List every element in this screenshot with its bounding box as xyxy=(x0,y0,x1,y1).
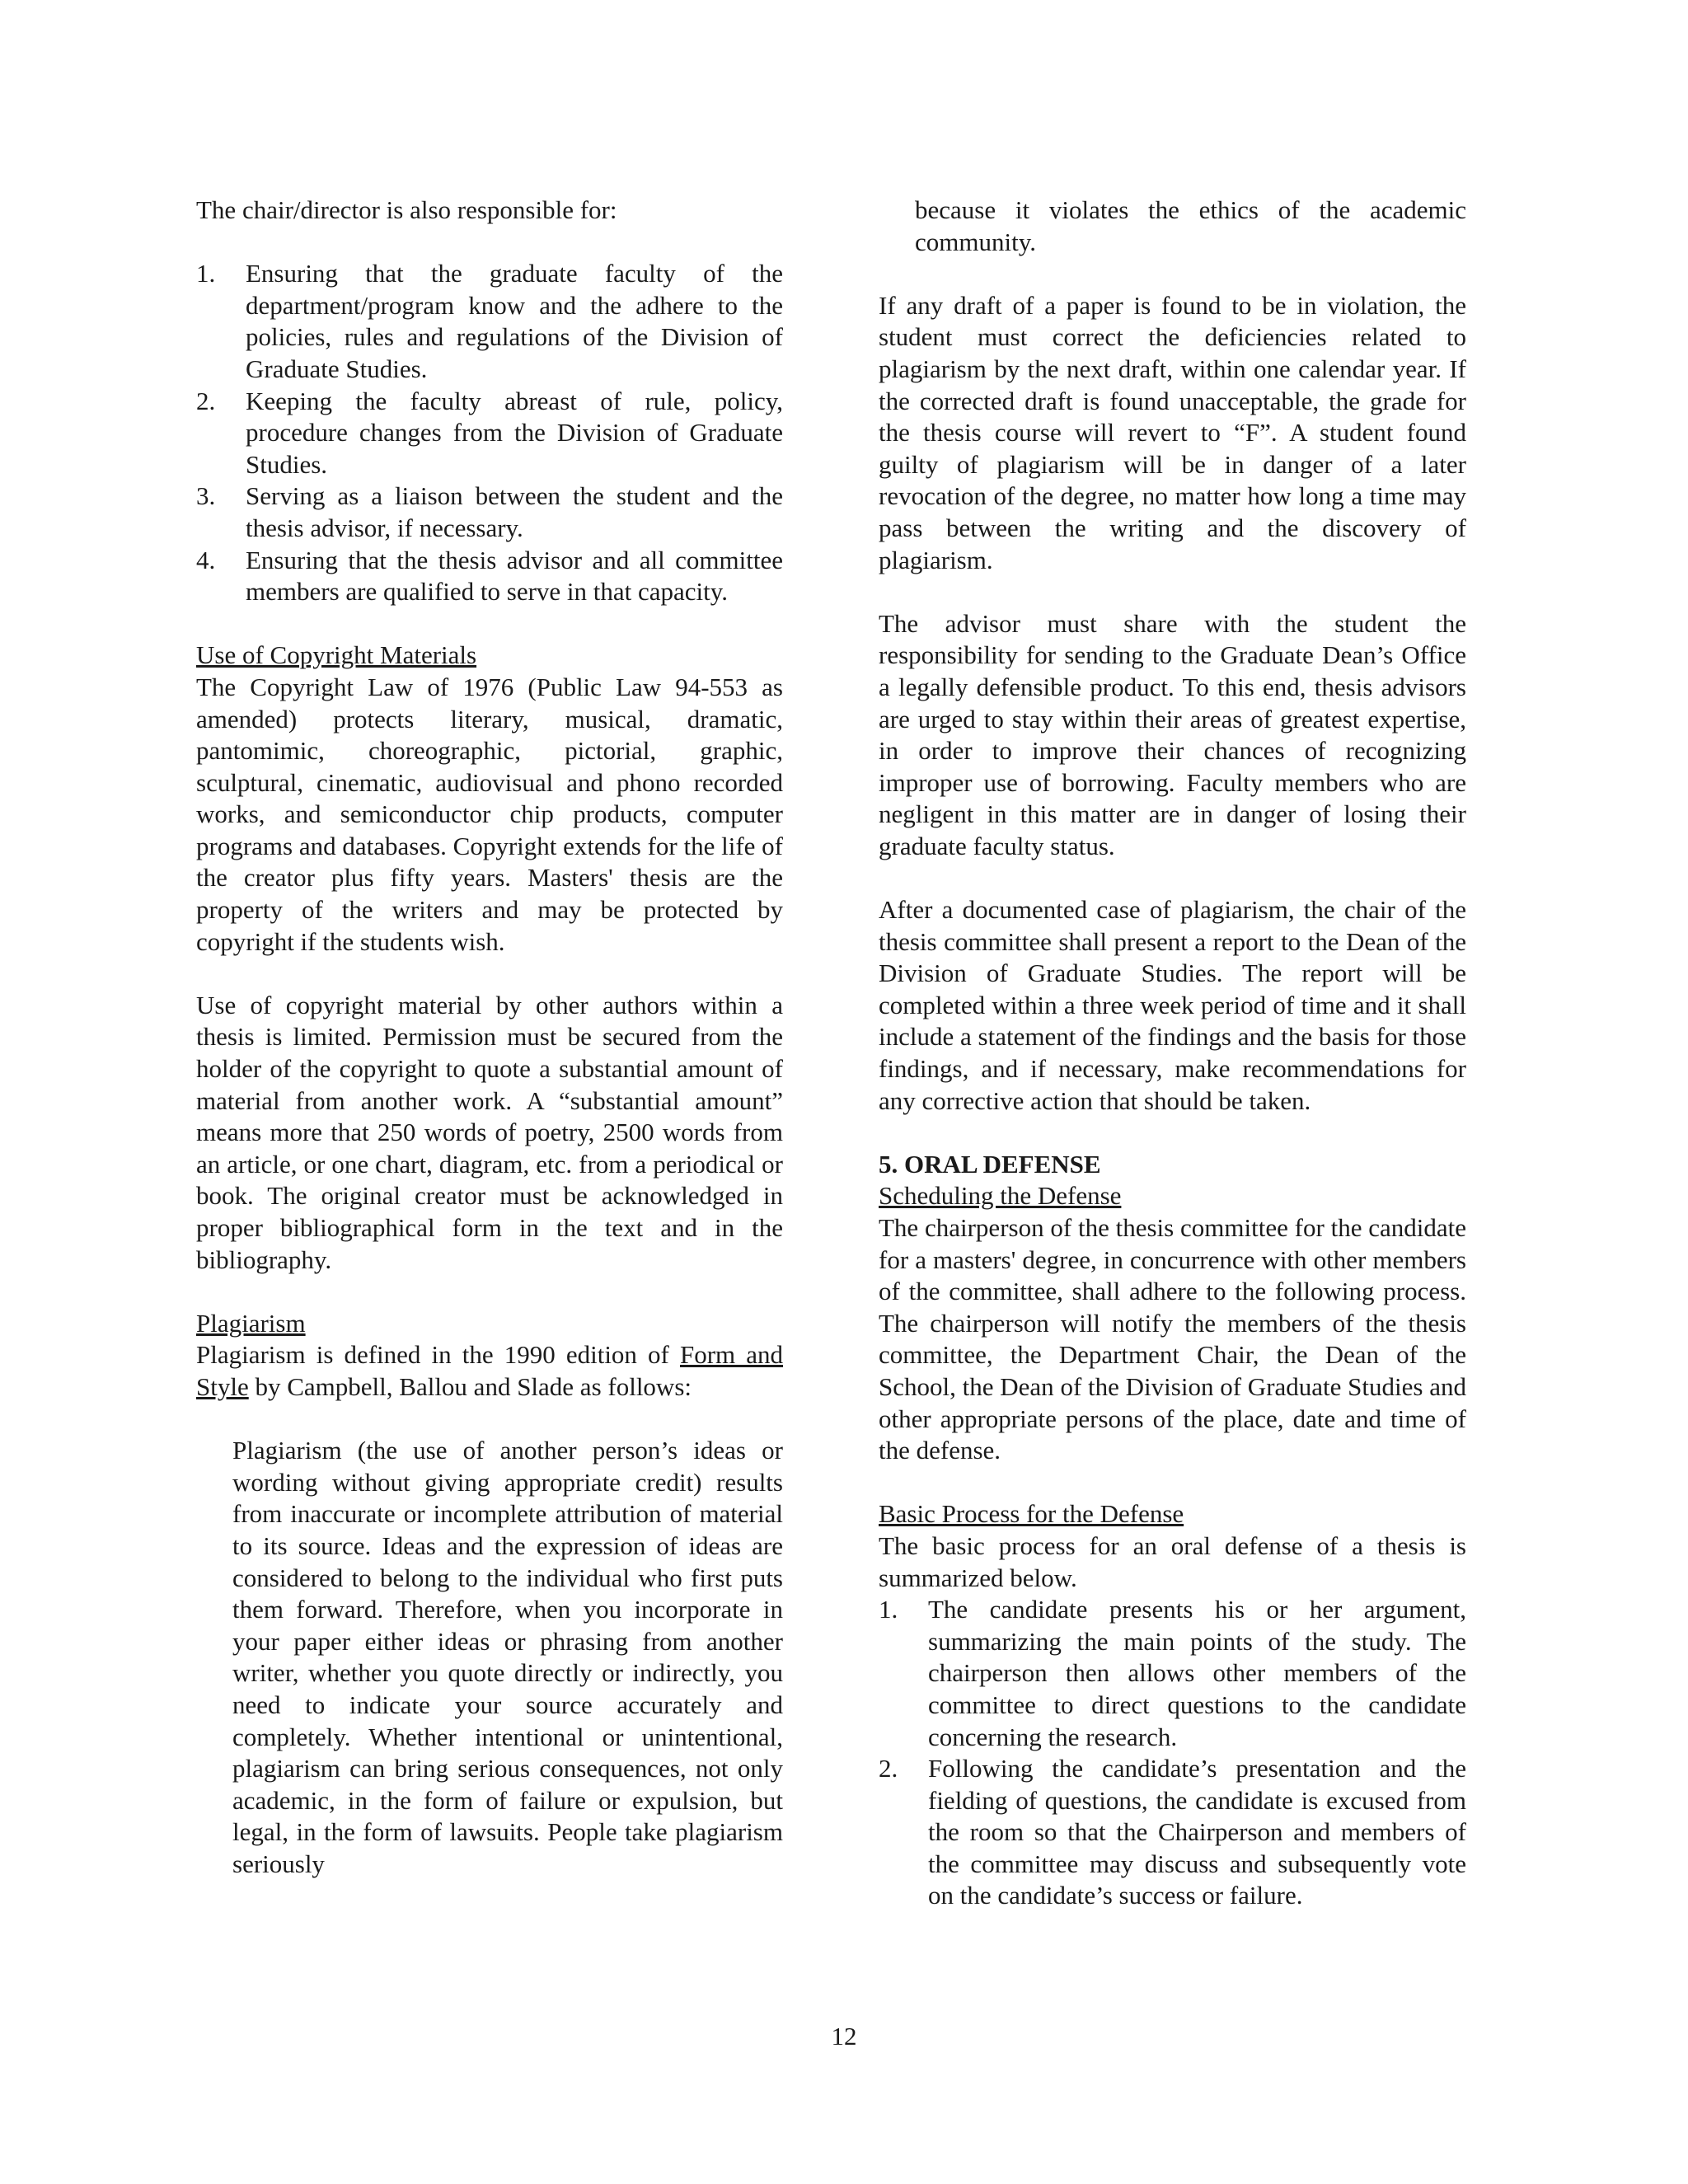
page-number: 12 xyxy=(831,2022,857,2050)
basic-process-intro: The basic process for an oral defense of a thesis is summarized below. xyxy=(879,1530,1466,1592)
oral-defense-heading: 5. ORAL DEFENSE xyxy=(879,1149,1101,1179)
chair-duties-list xyxy=(196,258,783,608)
list-item: 1. The candidate presents his or her argument, summarizing the main points of the study. The chairperson then allows other members of the committee to direct questions to the candidate concerning the research. xyxy=(879,1595,1466,1751)
plagiarism-heading: Plagiarism xyxy=(196,1308,306,1338)
copyright-paragraph-1: The Copyright Law of 1976 (Public Law 94-553 as amended) protects literary, musical, dramatic, pantomimic, choreographic, pictorial, graphic, sculptural, cinematic, audiovisual and phono recorded works, and semiconductor chip products, computer programs and databases. Copyright extends for the life of the creator plus fifty years. Masters' thesis are the property of the writers and may be protected by copyright if the students wish. xyxy=(196,672,783,956)
draft-violation-paragraph: If any draft of a paper is found to be in violation, the student must correct the deficiencies related to plagiarism by the next draft, within one calendar year. If the corrected draft is found unacceptable, the grade for the thesis course will revert to “F”. A student found guilty of plagiarism will be in danger of a later revocation of the degree, no matter how long a time may pass between the writing and the discovery of plagiarism. xyxy=(879,290,1466,574)
list-item: 4. Ensuring that the thesis advisor and all committee members are qualified to serve in that capacity. xyxy=(196,545,783,607)
plagiarism-intro: Plagiarism is defined in the 1990 edition of Form and Style by Campbell, Ballou and Slade as follows: xyxy=(196,1340,784,1401)
right-column xyxy=(879,194,1466,1912)
left-column xyxy=(196,194,783,1880)
advisor-responsibility-paragraph: The advisor must share with the student the responsibility for sending to the Graduate Dean’s Office a legally defensible product. To this end, thesis advisors are urged to stay within their areas of greatest expertise, in order to improve their chances of recognizing improper use of borrowing. Faculty members who are negligent in this matter are in danger of losing their graduate faculty status. xyxy=(879,608,1466,860)
defense-process-list xyxy=(879,1594,1466,1912)
copyright-heading: Use of Copyright Materials xyxy=(196,640,477,670)
list-item: 2. Keeping the faculty abreast of rule, policy, procedure changes from the Division of Graduate Studies. xyxy=(196,386,783,479)
scheduling-paragraph: The chairperson of the thesis committee for the candidate for a masters' degree, in concurrence with other members of the committee, shall adhere to the following process. The chairperson will notify the members of the thesis committee, the Department Chair, the Dean of the School, the Dean of the Division of Graduate Studies and other appropriate persons of the place, date and time of the defense. xyxy=(879,1213,1466,1465)
list-item: 1. Ensuring that the graduate faculty of the department/program know and the adhere to the policies, rules and regulations of the Division of Graduate Studies. xyxy=(196,259,783,383)
copyright-paragraph-2: Use of copyright material by other authors within a thesis is limited. Permission must be secured from the holder of the copyright to quote a substantial amount of material from another work. A “substantial amount” means more that 250 words of poetry, 2500 words from an article, or one chart, diagram, etc. from a periodical or book. The original creator must be acknowledged in proper bibliographical form in the text and in the bibliography. xyxy=(196,990,783,1274)
plagiarism-quote-continued: because it violates the ethics of the academic community. xyxy=(915,195,1466,256)
list-item: 3. Serving as a liaison between the student and the thesis advisor, if necessary. xyxy=(196,481,783,542)
book-title: Form and Style xyxy=(196,1340,784,1401)
plagiarism-report-paragraph: After a documented case of plagiarism, the chair of the thesis committee shall present a report to the Dean of the Division of Graduate Studies. The report will be completed within a three week period of time and it shall include a statement of the findings and the basis for those findings, and if necessary, make recommendations for any corrective action that should be taken. xyxy=(879,895,1466,1115)
scheduling-heading: Scheduling the Defense xyxy=(879,1181,1122,1211)
chair-responsibilities-intro: The chair/director is also responsible for: xyxy=(196,195,617,224)
basic-process-heading: Basic Process for the Defense xyxy=(879,1499,1184,1529)
list-item: 2. Following the candidate’s presentation and the fielding of questions, the candidate is excused from the room so that the Chairperson and members of the committee may discuss and subsequently vote on the candidate’s success or failure. xyxy=(879,1754,1466,1910)
plagiarism-quote: Plagiarism (the use of another person’s ideas or wording without giving appropriate credit) results from inaccurate or incomplete attribution of material to its source. Ideas and the expression of ideas are considered to belong to the individual who first puts them forward. Therefore, when you incorporate in your paper either ideas or phrasing from another writer, whether you quote directly or indirectly, you need to indicate your source accurately and completely. Whether intentional or unintentional, plagiarism can bring serious consequences, not only academic, in the form of failure or expulsion, but legal, in the form of lawsuits. People take plagiarism seriously xyxy=(232,1436,783,1878)
